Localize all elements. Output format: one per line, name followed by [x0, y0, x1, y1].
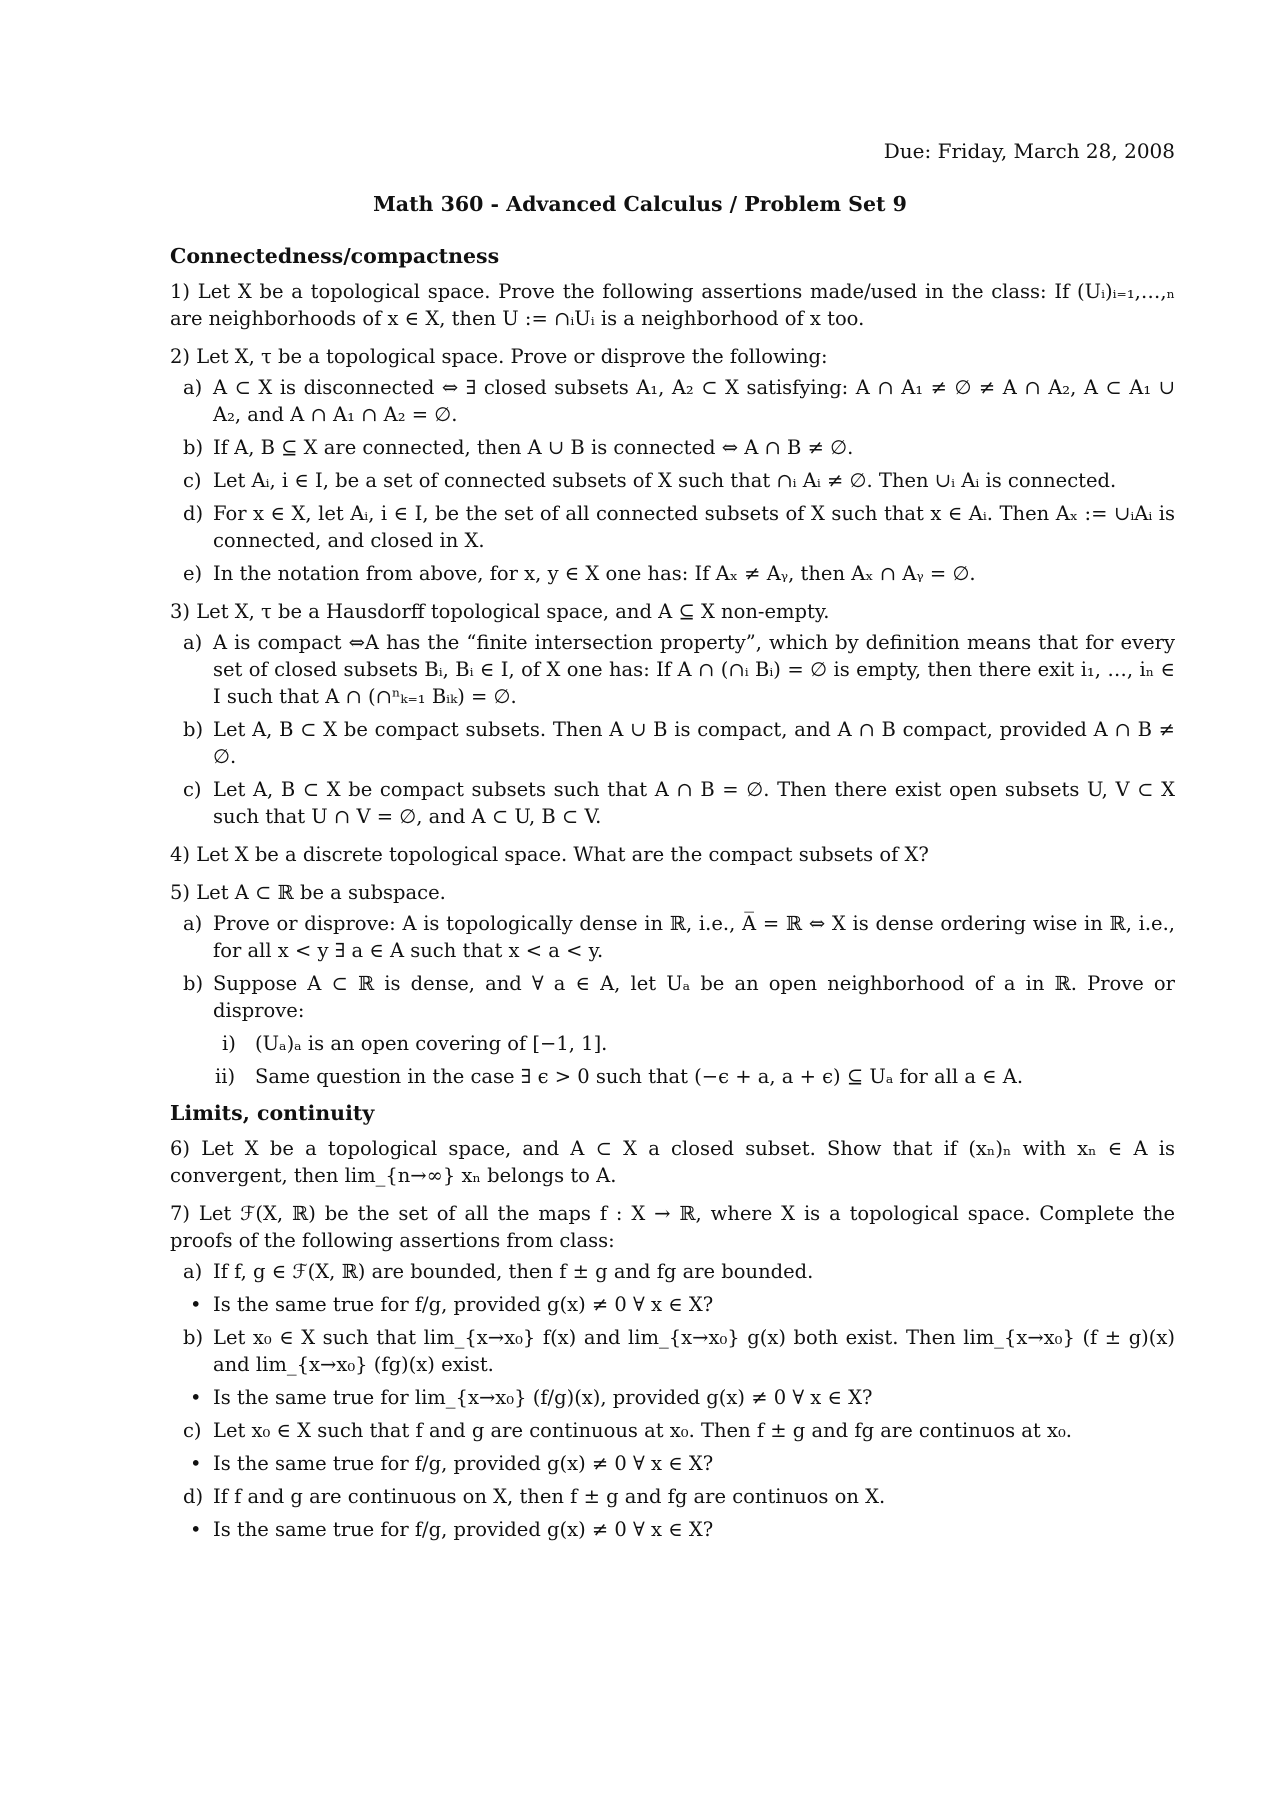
item-label: b) — [183, 436, 204, 459]
bullet-marker: • — [190, 1293, 202, 1316]
item-label: a) — [183, 376, 203, 399]
item-text: Let x₀ ∈ X such that f and g are continuous at x₀. Then f ± g and fg are continuos at x₀. — [213, 1419, 1072, 1442]
bullet-marker: • — [190, 1452, 202, 1475]
item-label: b) — [183, 718, 204, 741]
problem-2b — [170, 434, 1175, 461]
problem-3c — [170, 776, 1175, 830]
item-label: i) — [222, 1032, 236, 1055]
problem-7d-bullet — [170, 1516, 1175, 1543]
problem-2d — [170, 500, 1175, 554]
problem-5a — [170, 910, 1175, 964]
bullet-text: Is the same true for lim_{x→x₀} (f/g)(x), provided g(x) ≠ 0 ∀ x ∈ X? — [213, 1386, 873, 1409]
problem-7d — [170, 1483, 1175, 1510]
problem-7b-bullet — [170, 1384, 1175, 1411]
due-date: Due: Friday, March 28, 2008 — [883, 139, 1175, 163]
item-label: e) — [183, 562, 203, 585]
problem-7a — [170, 1258, 1175, 1285]
problem-2: 2) Let X, τ be a topological space. Prove or disprove the following: — [170, 345, 828, 368]
item-label: ii) — [215, 1065, 236, 1088]
item-text: Let A, B ⊂ X be compact subsets such that A ∩ B = ∅. Then there exist open subsets U, V ⊂ X such that U ∩ V = ∅, and A ⊂ U, B ⊂ V. — [213, 778, 1175, 828]
problem-list — [170, 243, 1175, 1549]
item-text: Suppose A ⊂ ℝ is dense, and ∀ a ∈ A, let Uₐ be an open neighborhood of a in ℝ. Prove or disprove: — [213, 972, 1175, 1022]
item-label: d) — [183, 1485, 204, 1508]
item-text: If f and g are continuous on X, then f ± g and fg are continuos on X. — [213, 1485, 886, 1508]
item-label: a) — [183, 631, 203, 654]
item-text: If f, g ∈ ℱ(X, ℝ) are bounded, then f ± g and fg are bounded. — [213, 1260, 814, 1283]
bullet-marker: • — [190, 1518, 202, 1541]
problem-3: 3) Let X, τ be a Hausdorff topological space, and A ⊆ X non-empty. — [170, 600, 830, 623]
item-label: b) — [183, 972, 204, 995]
problem-4: 4) Let X be a discrete topological space. What are the compact subsets of X? — [170, 843, 929, 866]
item-text: Same question in the case ∃ ϵ > 0 such that (−ϵ + a, a + ϵ) ⊆ Uₐ for all a ∈ A. — [255, 1065, 1024, 1088]
item-label: c) — [183, 469, 202, 492]
bullet-text: Is the same true for f/g, provided g(x) ≠ 0 ∀ x ∈ X? — [213, 1452, 714, 1475]
problem-7a-bullet — [170, 1291, 1175, 1318]
problem-5b — [170, 970, 1175, 1024]
item-label: d) — [183, 502, 204, 525]
item-text: Let Aᵢ, i ∈ I, be a set of connected subsets of X such that ∩ᵢ Aᵢ ≠ ∅. Then ∪ᵢ Aᵢ is connected. — [213, 469, 1117, 492]
item-text: In the notation from above, for x, y ∈ X one has: If Aₓ ≠ Aᵧ, then Aₓ ∩ Aᵧ = ∅. — [213, 562, 976, 585]
page-title: Math 360 - Advanced Calculus / Problem Set 9 — [373, 192, 907, 216]
problem-5b-i — [170, 1030, 1175, 1057]
item-text: (Uₐ)ₐ is an open covering of [−1, 1]. — [255, 1032, 608, 1055]
item-text: Prove or disprove: A is topologically dense in ℝ, i.e., A̅ = ℝ ⇔ X is dense ordering wise in ℝ, i.e., for all x < y ∃ a ∈ A such that x < a < y. — [213, 912, 1175, 962]
problem-7c — [170, 1417, 1175, 1444]
item-text: If A, B ⊆ X are connected, then A ∪ B is connected ⇔ A ∩ B ≠ ∅. — [213, 436, 854, 459]
item-label: c) — [183, 778, 202, 801]
bullet-text: Is the same true for f/g, provided g(x) ≠ 0 ∀ x ∈ X? — [213, 1293, 714, 1316]
problem-6: 6) Let X be a topological space, and A ⊂ X a closed subset. Show that if (xₙ)ₙ with xₙ ∈ A is convergent, then lim_{n→∞} xₙ belongs to A. — [170, 1137, 1175, 1187]
bullet-text: Is the same true for f/g, provided g(x) ≠ 0 ∀ x ∈ X? — [213, 1518, 714, 1541]
item-label: a) — [183, 1260, 203, 1283]
bullet-marker: • — [190, 1386, 202, 1409]
section-heading-limits: Limits, continuity — [170, 1101, 375, 1125]
problem-3b — [170, 716, 1175, 770]
problem-2a — [170, 374, 1175, 428]
item-text: Let A, B ⊂ X be compact subsets. Then A ∪ B is compact, and A ∩ B compact, provided A ∩ B ≠ ∅. — [213, 718, 1175, 768]
section-heading-connectedness: Connectedness/compactness — [170, 244, 500, 268]
item-label: b) — [183, 1326, 204, 1349]
problem-2e — [170, 560, 1175, 587]
problem-3a — [170, 629, 1175, 710]
problem-1: 1) Let X be a topological space. Prove the following assertions made/used in the class: If (Uᵢ)ᵢ₌₁,…,ₙ are neighborhoods of x ∈ X, then U := ∩ᵢUᵢ is a neighborhood of x too. — [170, 280, 1175, 330]
item-text: A is compact ⇔A has the “finite intersection property”, which by definition means that for every set of closed subsets Bᵢ, Bᵢ ∈ I, of X one has: If A ∩ (∩ᵢ Bᵢ) = ∅ is empty, then there exit i₁, …, iₙ ∈ I such that A ∩ (∩ⁿₖ₌₁ Bᵢₖ) = ∅. — [213, 631, 1175, 708]
item-text: A ⊂ X is disconnected ⇔ ∃ closed subsets A₁, A₂ ⊂ X satisfying: A ∩ A₁ ≠ ∅ ≠ A ∩ A₂, A ⊂ A₁ ∪ A₂, and A ∩ A₁ ∩ A₂ = ∅. — [213, 376, 1175, 426]
problem-7: 7) Let ℱ(X, ℝ) be the set of all the maps f : X → ℝ, where X is a topological space. Complete the proofs of the following assertions from class: — [170, 1202, 1175, 1252]
item-label: a) — [183, 912, 203, 935]
problem-7c-bullet — [170, 1450, 1175, 1477]
item-text: For x ∈ X, let Aᵢ, i ∈ I, be the set of all connected subsets of X such that x ∈ Aᵢ. Then Aₓ := ∪ᵢAᵢ is connected, and closed in X. — [213, 502, 1175, 552]
item-label: c) — [183, 1419, 202, 1442]
problem-7b — [170, 1324, 1175, 1378]
problem-5: 5) Let A ⊂ ℝ be a subspace. — [170, 881, 446, 904]
item-text: Let x₀ ∈ X such that lim_{x→x₀} f(x) and lim_{x→x₀} g(x) both exist. Then lim_{x→x₀} (f ± g)(x) and lim_{x→x₀} (fg)(x) exist. — [213, 1326, 1175, 1376]
problem-2c — [170, 467, 1175, 494]
problem-5b-ii — [170, 1063, 1175, 1090]
